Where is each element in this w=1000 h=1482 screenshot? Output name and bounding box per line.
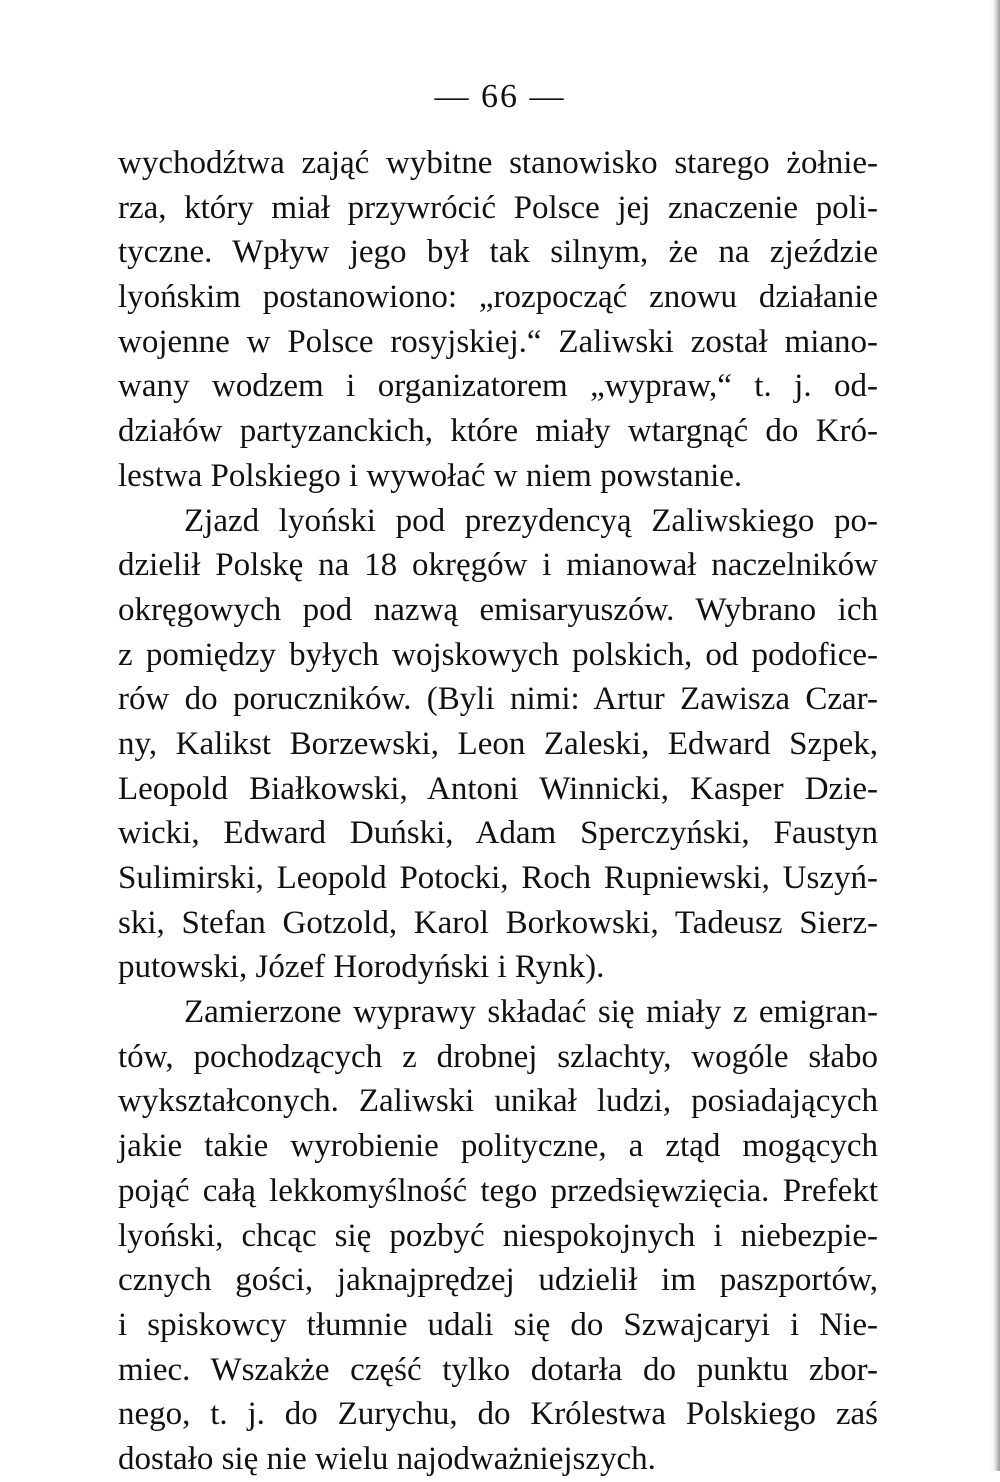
text-line: działów partyzanckich, które miały wtargnąć do Kró-: [118, 413, 878, 450]
text-line: okręgowych pod nazwą emisaryuszów. Wybrano ich: [118, 591, 878, 628]
paragraph-3: [118, 990, 878, 1482]
text-line: Zjazd lyoński pod prezydencyą Zaliwskiego po-: [184, 502, 878, 539]
text-line: wychodźtwa zająć wybitne stanowisko starego żołnie-: [118, 145, 878, 181]
text-line: putowski, Józef Horodyński i Rynk).: [118, 949, 605, 986]
text-line: i spiskowcy tłumnie udali się do Szwajcaryi i Nie-: [118, 1306, 878, 1343]
text-line: Sulimirski, Leopold Potocki, Roch Rupniewski, Uszyń-: [118, 860, 878, 896]
text-line: wany wodzem i organizatorem „wypraw,“ t. j. od-: [118, 368, 878, 405]
text-line: wicki, Edward Duński, Adam Sperczyński, Faustyn: [118, 815, 878, 852]
text-line: ski, Stefan Gotzold, Karol Borkowski, Tadeusz Sierz-: [118, 904, 878, 941]
text-line: cznych gości, jaknajprędzej udzielił im paszportów,: [118, 1262, 878, 1299]
text-line: Leopold Białkowski, Antoni Winnicki, Kasper Dzie-: [118, 770, 878, 807]
text-line: nego, t. j. do Zurychu, do Królestwa Polskiego zaś: [118, 1396, 878, 1433]
text-line: pojąć całą lekkomyślność tego przedsięwzięcia. Prefekt: [118, 1172, 878, 1209]
text-line: lyoński, chcąc się pozbyć niespokojnych i niebezpie-: [118, 1217, 878, 1254]
page-edge-shadow: [990, 0, 1000, 1471]
text-line: dzielił Polskę na 18 okręgów i mianował naczelników: [118, 547, 878, 584]
body-text: [118, 141, 878, 1482]
text-line: tów, pochodzących z drobnej szlachty, wogóle słabo: [118, 1038, 878, 1075]
text-line: Zamierzone wyprawy składać się miały z emigran-: [184, 994, 878, 1031]
text-line: jakie takie wyrobienie polityczne, a ztąd mogących: [118, 1128, 878, 1165]
text-line: wykształconych. Zaliwski unikał ludzi, posiadających: [118, 1083, 878, 1120]
text-line: wojenne w Polsce rosyjskiej.“ Zaliwski został miano-: [118, 323, 878, 360]
text-line: lestwa Polskiego i wywołać w niem powstanie.: [118, 457, 743, 494]
paragraph-2: [118, 499, 878, 991]
text-line: rów do poruczników. (Byli nimi: Artur Zawisza Czar-: [118, 681, 878, 718]
text-line: z pomiędzy byłych wojskowych polskich, od podofice-: [118, 636, 878, 673]
text-line: ny, Kalikst Borzewski, Leon Zaleski, Edward Szpek,: [118, 725, 878, 762]
paragraph-1: [118, 141, 878, 499]
text-line: dostało się nie wielu najodważniejszych.: [118, 1440, 656, 1477]
text-line: tyczne. Wpływ jego był tak silnym, że na zjeździe: [118, 234, 878, 271]
page-number: — 66 —: [434, 78, 566, 115]
text-line: miec. Wszakże część tylko dotarła do punktu zbor-: [118, 1351, 878, 1388]
text-line: rza, który miał przywrócić Polsce jej znaczenie poli-: [118, 189, 878, 226]
text-line: lyońskim postanowiono: „rozpocząć znowu działanie: [118, 279, 878, 316]
